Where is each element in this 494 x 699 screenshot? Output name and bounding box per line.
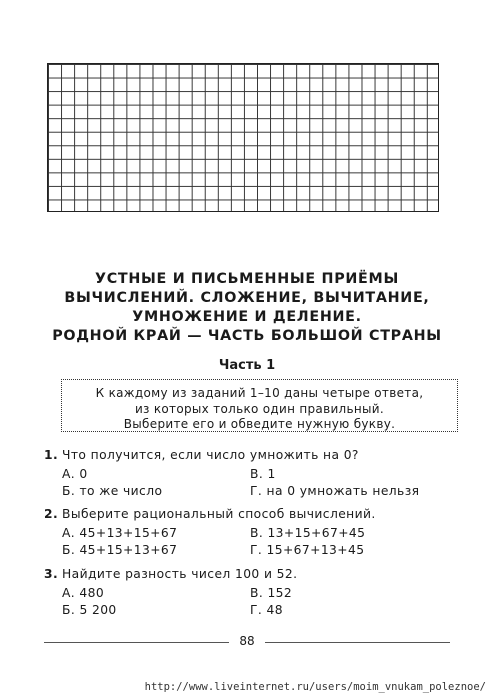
instruction-line-3: Выберите его и обведите нужную букву. (123, 417, 396, 431)
part-label: Часть 1 (218, 358, 276, 373)
answer-option[interactable]: А. 480 (62, 586, 105, 600)
answer-option[interactable]: Г. 48 (250, 603, 283, 617)
section-title (0, 270, 494, 346)
answer-option[interactable]: А. 0 (62, 467, 88, 481)
answer-option[interactable]: Б. 45+15+13+67 (62, 543, 178, 557)
question-text: Найдите разность чисел 100 и 52. (62, 567, 298, 581)
answer-option[interactable]: В. 1 (250, 467, 276, 481)
question-3 (44, 567, 297, 581)
question-number: 1. (44, 448, 59, 462)
answer-option[interactable]: В. 152 (250, 586, 293, 600)
question-text: Что получится, если число умножить на 0? (62, 448, 359, 462)
answer-option[interactable]: А. 45+13+15+67 (62, 526, 178, 540)
question-2 (44, 507, 376, 521)
answer-option[interactable]: В. 13+15+67+45 (250, 526, 366, 540)
answer-option[interactable]: Г. на 0 умножать нельзя (250, 484, 420, 498)
instruction-line-2: из которых только один правильный. (134, 401, 385, 416)
grid-paper (47, 63, 439, 212)
question-number: 2. (44, 507, 59, 521)
question-number: 3. (44, 567, 59, 581)
answer-option[interactable]: Б. то же число (62, 484, 163, 498)
question-text: Выберите рациональный способ вычислений. (62, 507, 376, 521)
title-line-4: РОДНОЙ КРАЙ — ЧАСТЬ БОЛЬШОЙ СТРАНЫ (52, 328, 442, 344)
footer-rule-right (265, 642, 450, 643)
title-line-3: УМНОЖЕНИЕ И ДЕЛЕНИЕ. (132, 309, 362, 325)
watermark-url: http://www.liveinternet.ru/users/moim_vnukam_poleznoe/ (144, 681, 486, 693)
instructions-box (61, 379, 458, 432)
title-line-2: ВЫЧИСЛЕНИЙ. СЛОЖЕНИЕ, ВЫЧИТАНИЕ, (64, 290, 430, 306)
answer-option[interactable]: Б. 5 200 (62, 603, 117, 617)
instruction-line-1: К каждому из заданий 1–10 даны четыре ответа, (95, 386, 424, 400)
question-1 (44, 448, 359, 462)
title-line-1: УСТНЫЕ И ПИСЬМЕННЫЕ ПРИЁМЫ (95, 271, 399, 287)
page-number: 88 (239, 634, 255, 648)
answer-option[interactable]: Г. 15+67+13+45 (250, 543, 365, 557)
